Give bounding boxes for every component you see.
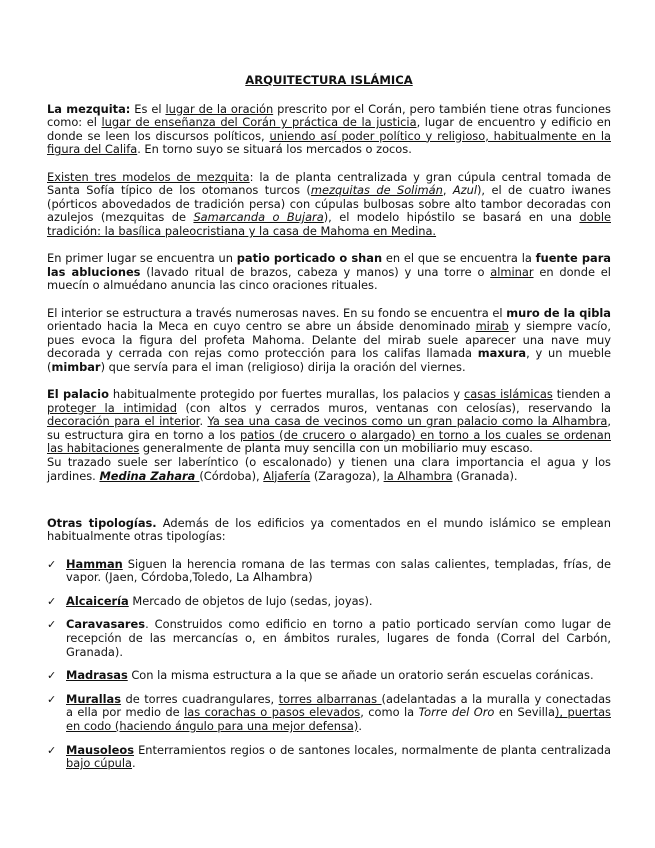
paragraph-mezquita: La mezquita: Es el lugar de la oración prescrito por el Corán, pero también tiene otras funciones como: el lugar de enseñanza del Corán y práctica de la justicia, lugar de encuentro y edificio en donde se leen los discursos políticos, uniendo así poder político y religioso, habitualmente en la figura del Califa. En torno suyo se situará los mercados o zocos. (47, 101, 611, 157)
document-title: ARQUITECTURA ISLÁMICA (245, 73, 413, 87)
list-item-madrasas: ✓ Madrasas Con la misma estructura a la que se añade un oratorio serán escuelas coránicas. (47, 668, 594, 683)
check-icon: ✓ (47, 594, 57, 608)
term-mezquita: La mezquita: (47, 101, 131, 116)
list-item-alcaiceria: ✓ Alcaicería Mercado de objetos de lujo (sedas, joyas). (47, 593, 373, 608)
check-icon: ✓ (47, 669, 57, 683)
check-icon: ✓ (47, 618, 57, 632)
paragraph-trazado: Su trazado suele ser laberíntico (o escalonado) y tienen una clara importancia el agua y los jardines. Medina Zahara (Córdoba), Aljafería (Zaragoza), la Alhambra (Granada). (47, 455, 611, 483)
list-item-hamman: ✓ Hamman Siguen la herencia romana de las termas con salas calientes, templadas, frías, de vapor. (Jaen, Córdoba,Toledo, La Alhambra) (47, 556, 611, 585)
check-icon: ✓ (47, 557, 57, 571)
tipologias-list (47, 558, 611, 771)
paragraph-modelos: Existen tres modelos de mezquita: la de planta centralizada y gran cúpula central tomada de Santa Sofía típico de los otomanos turcos (mezquitas de Solimán, Azul), el de cuatro iwanes (pórticos abovedados de tradición persa) con cúpulas bulbosas sobre alto tambor decoradas con azulejos (mezquitas de Samarcanda o Bujara), el modelo hipóstilo se basará en una doble tradición: la basílica paleocristiana y la casa de Mahoma en Medina. (47, 169, 612, 238)
paragraph-otras-tipologias: Otras tipologías. Además de los edificios ya comentados en el mundo islámico se emplean habitualmente otras tipologías: (47, 515, 611, 544)
document-page (47, 74, 611, 781)
list-item-caravasares: ✓ Caravasares. Construidos como edificio en torno a patio porticado servían como lugar de recepción de las mercancías o, en ámbitos rurales, lugares de fonda (Corral del Carbón, Granada). (47, 617, 611, 659)
paragraph-patio: En primer lugar se encuentra un patio porticado o shan en el que se encuentra la fuente para las abluciones (lavado ritual de brazos, cabeza y manos) y una torre o alminar en donde el muecín o almuédano anuncia las cinco oraciones rituales. (47, 251, 611, 293)
check-icon: ✓ (47, 743, 57, 757)
list-item-murallas: ✓ Murallas de torres cuadrangulares, torres albarranas (adelantadas a la muralla y conectadas a ella por medio de las corachas o pasos elevados, como la Torre del Oro en Sevilla), puertas en codo (haciendo ángulo para una mejor defensa). (47, 691, 611, 733)
list-item-mausoleos: ✓ Mausoleos Enterramientos regios o de santones locales, normalmente de planta centralizada bajo cúpula. (47, 742, 611, 771)
paragraph-palacio: El palacio habitualmente protegido por fuertes murallas, los palacios y casas islámicas tienden a proteger la intimidad (con altos y cerrados muros, ventanas con celosías), reservando la decoración para el interior. Ya sea una casa de vecinos como un gran palacio como la Alhambra, su estructura gira en torno a los patios (de crucero o alargado) en torno a los cuales se ordenan las habitaciones generalmente de planta muy sencilla con un mobiliario muy escaso. (47, 387, 611, 456)
paragraph-interior: El interior se estructura a través numerosas naves. En su fondo se encuentra el muro de la qibla orientado hacia la Meca en cuyo centro se abre un ábside denominado mirab y siempre vacío, pues evoca la figura del profeta Mahoma. Delante del mirab suele aparecer una nave muy decorada y cerrada con rejas como protección para los califas llamada maxura, y un mueble (mimbar) que servía para el iman (religioso) dirija la oración del viernes. (47, 305, 612, 374)
check-icon: ✓ (47, 692, 57, 706)
